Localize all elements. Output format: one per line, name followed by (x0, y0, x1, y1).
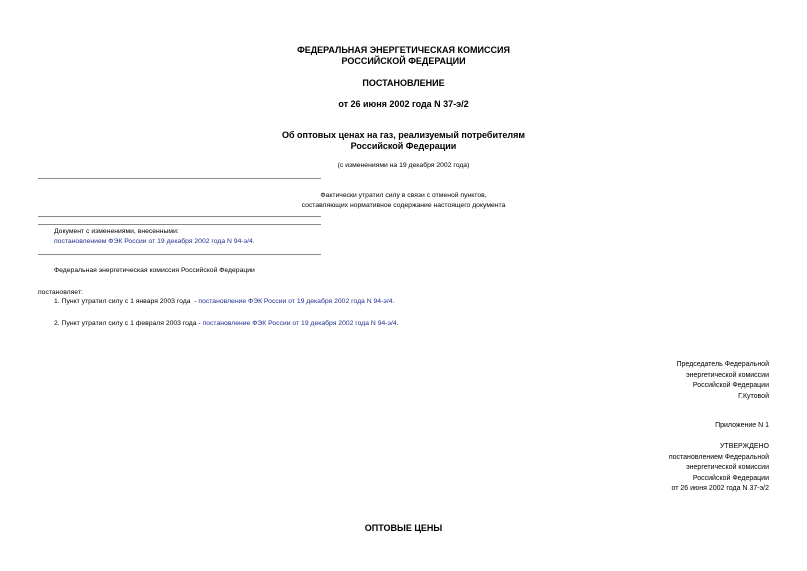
amendments-label: Документ с изменениями, внесенными: (54, 228, 179, 235)
status-notice-line2: составляющих нормативное содержание настоящего документа (301, 202, 506, 209)
divider-rule (38, 254, 321, 255)
item-1 (54, 297, 394, 307)
appendix-approved: УТВЕРЖДЕНО (719, 443, 769, 450)
appendix-line2: энергетической комиссии (686, 464, 769, 472)
divider-rule (38, 216, 321, 217)
intro-text: Федеральная энергетическая комиссия Российской Федерации (54, 267, 255, 274)
changes-note: (с изменениями на 19 декабря 2002 года) (337, 162, 470, 169)
signature-line1: Председатель Федеральной (676, 361, 769, 368)
appendix-approval-block (669, 442, 769, 495)
signature-line3: Российской Федерации (692, 382, 769, 390)
document-subject-line1: Об оптовых ценах на газ, реализуемый потребителям (281, 130, 526, 140)
item-1-link[interactable]: постановление ФЭК России от 19 декабря 2002 года N 94-э/4. (198, 298, 395, 305)
item-2-text: 2. Пункт утратил силу с 1 февраля 2003 года - (54, 320, 203, 327)
appendix-label: Приложение N 1 (715, 422, 769, 429)
divider-rule (38, 178, 321, 179)
appendix-line4: от 26 июня 2002 года N 37-э/2 (671, 485, 769, 493)
signature-block (676, 360, 769, 402)
document-type: ПОСТАНОВЛЕНИЕ (362, 78, 445, 88)
section-title: ОПТОВЫЕ ЦЕНЫ (364, 523, 443, 533)
document-subject-line2: Российской Федерации (350, 141, 457, 151)
item-2 (54, 319, 399, 329)
signature-line2: энергетической комиссии (686, 371, 769, 379)
document-date-number: от 26 июня 2002 года N 37-э/2 (338, 99, 469, 109)
status-notice-line1: Фактически утратил силу в связи с отменой пунктов, (320, 192, 487, 199)
appendix-line3: Российской Федерации (692, 474, 769, 482)
org-name-line1: ФЕДЕРАЛЬНАЯ ЭНЕРГЕТИЧЕСКАЯ КОМИССИЯ (297, 45, 510, 55)
divider-rule (38, 224, 321, 225)
amendment-link[interactable]: постановлением ФЭК России от 19 декабря 2002 года N 94-э/4. (54, 238, 255, 245)
item-2-link[interactable]: постановление ФЭК России от 19 декабря 2002 года N 94-э/4. (202, 320, 399, 327)
org-name-line2: РОССИЙСКОЙ ФЕДЕРАЦИИ (341, 56, 466, 66)
signature-name: Г.Кутовой (738, 392, 769, 400)
decree-text: постановляет: (38, 289, 83, 296)
appendix-line1: постановлением Федеральной (668, 453, 769, 461)
item-1-text: 1. Пункт утратил силу с 1 января 2003 года - (54, 298, 199, 305)
